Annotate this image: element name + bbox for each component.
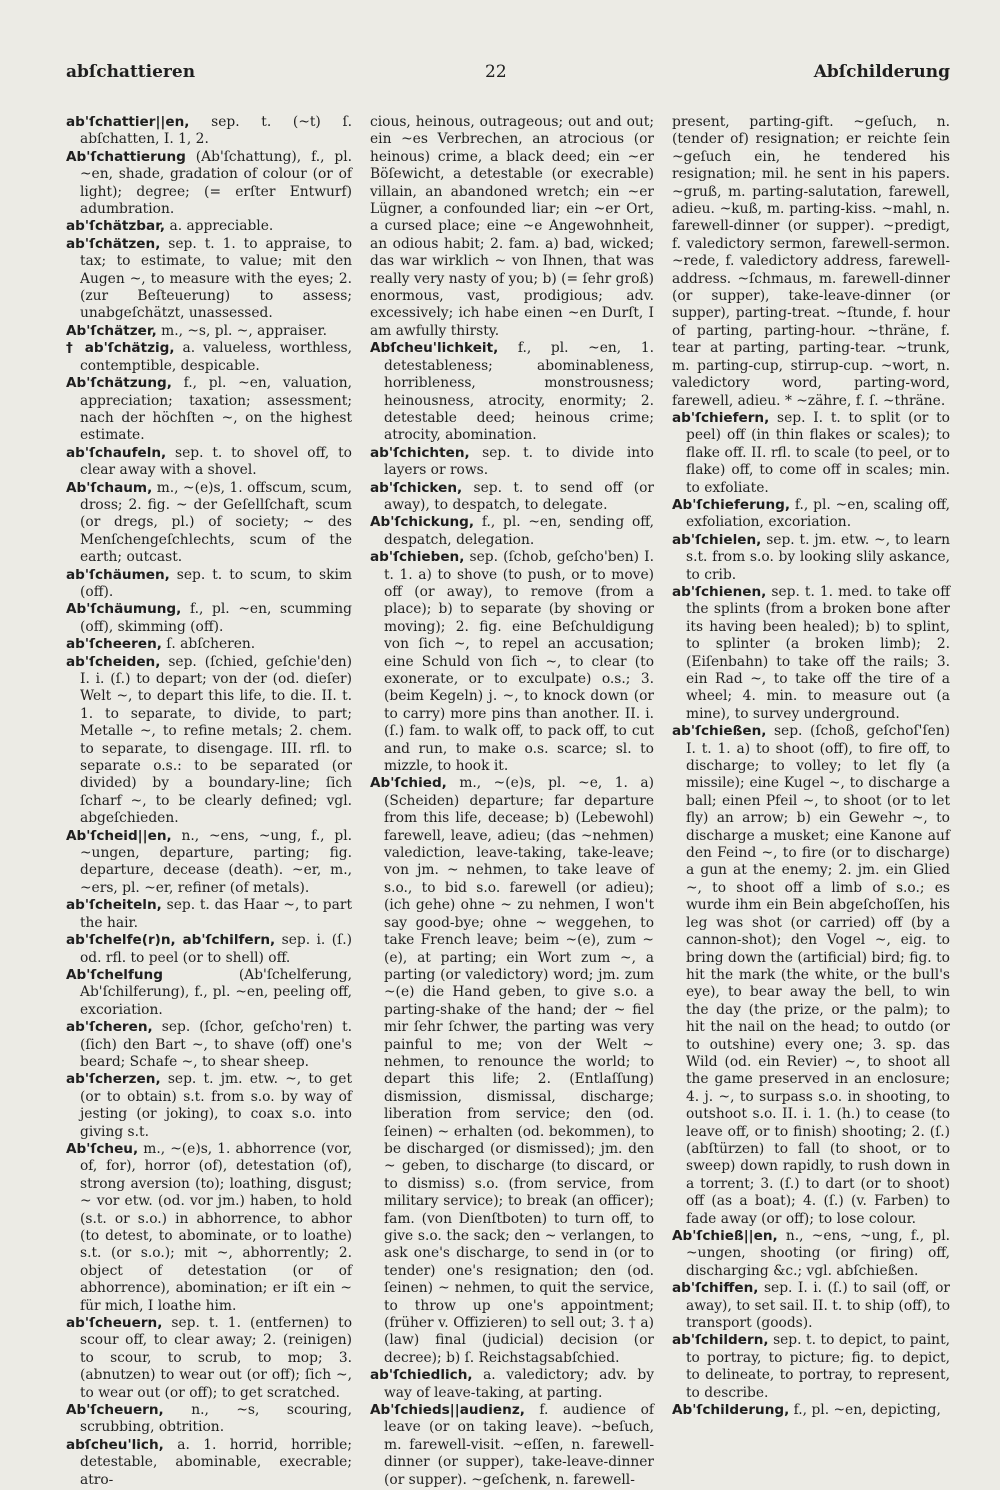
dictionary-entry [66, 340, 352, 375]
dictionary-entry [370, 1367, 654, 1402]
column-middle [370, 114, 654, 1488]
entry-headword: Ab'ſchilderung, [672, 1402, 790, 1419]
entry-definition: cious, heinous, outrageous; out and out; ein ~es Verbrechen, an atrocious (or heinous) crime, a black deed; ein ~er Böſewicht, a detestable (or execrable) villain, an abandoned wretch; ein ~er Lügner, a confounded liar; ein ~er Ort, a cursed place; eine ~e Angewohnheit, an odious habit; 2. fam. a) bad, wicked; das war wirklich ~ von Ihnen, that was really very nasty of you; b) (= ſehr groß) enormous, vast, prodigious; adv. excessively; ich habe einen ~en Durſt, I am awfully thirsty. [370, 114, 654, 339]
dictionary-entry [66, 636, 352, 653]
dictionary-entry [66, 375, 352, 445]
entry-definition: sep. t. to depict, to paint, to portray, to picture; fig. to depict, to delineate, to portray, to represent, to describe. [686, 1332, 950, 1401]
dictionary-entry [672, 1332, 950, 1402]
dictionary-entry [370, 514, 654, 549]
entry-definition: sep. t. 1. med. to take off the splints (from a broken bone after its having been healed); b) to splint, to splinter (a broken limb); 2. (Eiſenbahn) to take off the rails; 3. ein Rad ~, to take off the tire of a wheel; 4. min. to measure out (a mine), to survey underground. [686, 583, 950, 722]
entry-headword: ab'ſchildern, [672, 1332, 769, 1349]
entry-headword: Ab'ſchelfung [66, 966, 163, 983]
dictionary-entry [66, 1437, 352, 1489]
entry-definition: sep. t. to send off (or away), to despatch, to delegate. [384, 479, 654, 513]
entry-definition: f., pl. ~en, valuation, appreciation; taxation; assessment; nach der höchſten ~, on the highest estimate. [80, 375, 352, 444]
entry-definition: a. valueless, worthless, contemptible, despicable. [80, 340, 352, 374]
entry-headword: ab'ſchätzbar, [66, 218, 166, 235]
dictionary-entry [66, 1141, 352, 1315]
entry-definition: f., pl. ~en, depicting, [789, 1402, 941, 1419]
dictionary-entry [370, 480, 654, 515]
entry-definition: sep. I. t. to split (or to peel) off (in thin flakes or scales); to flake off. II. rfl. to scale (to peel, or to flake) off, to come off in scales; min. to exfoliate. [686, 409, 950, 496]
entry-headword: ab'ſcheiteln, [66, 897, 162, 914]
entry-definition: f., pl. ~en, scumming (off), skimming (off). [80, 601, 352, 635]
entry-definition: (Ab'ſchattung), f., pl. ~en, shade, gradation of colour (or of light); degree; (= erſter Entwurf) adumbration. [80, 148, 352, 218]
entry-headword: ab'ſchattier||en, [66, 114, 190, 130]
left-guide-word: abſchattieren [66, 62, 196, 82]
dictionary-entry [66, 218, 352, 235]
entry-headword: Ab'ſchäumung, [66, 601, 182, 618]
entry-headword: Ab'ſchieferung, [672, 496, 791, 513]
entry-headword: ab'ſchiedlich, [370, 1367, 473, 1384]
entry-headword: ab'ſchätzen, [66, 235, 161, 252]
entry-headword: ab'ſchießen, [672, 723, 767, 740]
dictionary-entry [66, 967, 352, 1019]
entry-definition: sep. i. (ſ.) od. rfl. to peel (or to shell) off. [80, 932, 352, 966]
dictionary-entry [672, 584, 950, 723]
dictionary-entry [66, 654, 352, 828]
entry-headword: ab'ſchäumen, [66, 566, 170, 583]
entry-headword: ab'ſchiffen, [672, 1280, 759, 1297]
entry-definition: f., pl. ~en, 1. detestableness; abominableness, horribleness, monstrousness; heinousness, atrocity, enormity; 2. detestable deed; heinous crime; atrocity, abomination. [384, 340, 654, 444]
dictionary-entry [66, 1402, 352, 1437]
entry-headword: Abſcheu'lichkeit, [370, 340, 499, 357]
entry-headword: Ab'ſchickung, [370, 514, 475, 531]
entry-definition: sep. (ſchor, geſcho'ren) t. (ſich) den Bart ~, to shave (off) one's beard; Schafe ~, to shear sheep. [80, 1019, 352, 1070]
entry-definition: sep. t. (~t) ſ. abſchatten, I. 1, 2. [80, 114, 352, 148]
entry-headword: ab'ſcherzen, [66, 1071, 161, 1088]
dictionary-entry [672, 1402, 950, 1419]
entry-headword: Ab'ſchätzer, [66, 322, 157, 339]
entry-headword: ab'ſcheiden, [66, 653, 161, 670]
entry-headword: Ab'ſcheuern, [66, 1402, 164, 1419]
entry-definition: m., ~(e)s, 1. abhorrence (vor, of, for), horror (of), detestation (of), strong aversion (to); loathing, disgust; ~ vor etw. (od. vor jm.) haben, to hold (s.t. or s.o.) in abhorrence, to abhor (to detest, to abominate, or to loathe) s.t. (or s.o.); mit ~, abhorrently; 2. object of detestation (or of abhorrence), abomination; er iſt ein ~ für mich, I loathe him. [80, 1140, 352, 1314]
dictionary-entry [370, 445, 654, 480]
entry-headword: Ab'ſchied, [370, 775, 447, 792]
dictionary-entry [672, 497, 950, 532]
entry-definition: a. 1. horrid, horrible; detestable, abominable, execrable; atro- [80, 1436, 352, 1488]
entry-definition: sep. t. 1. (entfernen) to scour off, to clear away; 2. (reinigen) to scour, to scrub, to mop; 3. (abnutzen) to wear out (or off); ſich ~, to wear out (or off); to get scratched. [80, 1315, 352, 1401]
entry-definition: ſ. abſcheren. [161, 636, 256, 653]
dictionary-entry [672, 410, 950, 497]
entry-definition: a. valedictory; adv. by way of leave-taking, at parting. [384, 1367, 654, 1401]
entry-definition: f. audience of leave (or on taking leave). ~beſuch, m. farewell-visit. ~eſſen, n. farewell-dinner (or supper), take-leave-dinner (or supper). ~geſchenk, n. farewell- [384, 1402, 654, 1488]
entry-definition: f., pl. ~en, scaling off, exfoliation, excoriation. [686, 496, 950, 531]
entry-definition: sep. t. to scum, to skim (off). [80, 566, 352, 600]
dictionary-entry [66, 1019, 352, 1071]
entry-definition: n., ~ens, ~ung, f., pl. ~ungen, shooting (or firing) off, discharging &c.; vgl. abſchießen. [686, 1228, 950, 1279]
dictionary-entry [370, 549, 654, 775]
dictionary-entry [66, 567, 352, 602]
dictionary-entry [66, 1315, 352, 1402]
dictionary-entry [66, 480, 352, 567]
entry-headword: Ab'ſchätzung, [66, 375, 172, 392]
entry-headword: ab'ſchiefern, [672, 409, 770, 426]
entry-definition: a. appreciable. [165, 218, 274, 235]
page-number: 22 [485, 62, 507, 82]
entry-headword: ab'ſcheren, [66, 1019, 153, 1036]
column-left [66, 114, 352, 1488]
dictionary-entry [66, 323, 352, 340]
dictionary-entry [370, 114, 654, 340]
entry-definition: sep. t. to shovel off, to clear away with a shovel. [80, 444, 352, 479]
dictionary-entry [66, 932, 352, 967]
entry-headword: ab'ſchieben, [370, 549, 465, 566]
entry-definition: m., ~(e)s, pl. ~e, 1. a) (Scheiden) departure; far departure from this life, decease; b) (Lebewohl) farewell, leave, adieu; (das ~nehmen) valediction, leave-taking, take-leave; von jm. ~ nehmen, to take leave of s.o., to bid s.o. farewell (or adieu); (ich gehe) ohne ~ zu nehmen, I won't say good-bye; ohne ~ weggehen, to take French leave; beim ~(e), zum ~(e), at parting; ein Wort zum ~, a parting (or valedictory) word; jm. zum ~(e) die Hand geben, to give s.o. a parting-shake of the hand; der ~ fiel mir ſehr ſchwer, the parting was very painful to me; von der Welt ~ nehmen, to renounce the world; to depart this life; 2. (Entlaſſung) dismission, dismissal, discharge; liberation from service; den (od. ſeinen) ~ erhalten (od. bekommen), to be discharged (or dismissed); jm. den ~ geben, to discharge (to discard, or to dismiss) s.o. (from service, from military service); to break (an officer); fam. (von Dienſtboten) to turn off, to give s.o. the sack; den ~ verlangen, to ask one's discharge, to send in (or to tender) one's resignation; den (od. ſeinen) ~ nehmen, to quit the service, to throw up one's appointment; (früher v. Offizieren) to sell out; 3. † a) (law) final (judicial) decision (or decree); b) ſ. Reichstagsabſchied. [384, 775, 654, 1366]
entry-definition: sep. (ſchoß, geſchoſ'ſen) I. t. 1. a) to shoot (off), to fire off, to discharge; to volley; to let fly (a missile); eine Kugel ~, to discharge a ball; einen Pfeil ~, to shoot (or to let fly) an arrow; b) ein Gewehr ~, to discharge a musket; eine Kanone auf den Feind ~, to fire (or to discharge) a gun at the enemy; 2. jm. ein Glied ~, to shoot off a limb of s.o.; es wurde ihm ein Bein abgeſchoſſen, his leg was shot (or carried) off (by a cannon-shot); den Vogel ~, eig. to bring down the (artificial) bird; fig. to hit the mark (the white, or the bull's eye), to bear away the bell, to win the day (the prize, or the palm); to hit the nail on the head; to outdo (or to outshine) every one; 3. sp. das Wild (od. ein Revier) ~, to shoot all the game preserved in an enclosure; 4. j. ~, to surpass s.o. in shooting, to outshoot s.o. II. i. 1. (h.) to cease (to leave off, or to finish) shooting; 2. (ſ.) (abſtürzen) to fall (to shoot, or to sweep) down rapidly, to rush down in a torrent; 3. (ſ.) to dart (or to shoot) off (as a boat); 4. (ſ.) (v. Farben) to fade away (or off); to lose colour. [686, 723, 950, 1227]
entry-definition: m., ~s, pl. ~, appraiser. [156, 322, 327, 339]
entry-definition: (Ab'ſchelferung, Ab'ſchilferung), f., pl. ~en, peeling off, excoriation. [80, 966, 352, 1018]
entry-definition: sep. (ſchied, geſchie'den) I. i. (ſ.) to depart; von der (od. dieſer) Welt ~, to depart this life, to die. II. t. 1. to separate, to divide, to part; Metalle ~, to refine metals; 2. chem. to separate, to disengage. III. rfl. to separate o.s.: to be separated (or divided) by a boundary-line; ſich ſcharf ~, to be clearly defined; vgl. abgeſchieden. [80, 653, 352, 827]
entry-headword: Ab'ſchieß||en, [672, 1228, 778, 1244]
entry-headword: ab'ſchienen, [672, 583, 767, 600]
entry-headword: ab'ſchaufeln, [66, 444, 167, 461]
dictionary-entry [66, 445, 352, 480]
entry-headword: ab'ſchicken, [370, 479, 463, 496]
dictionary-entry [370, 775, 654, 1367]
entry-headword: ab'ſchelfe(r)n, ab'ſchilfern, [66, 932, 276, 949]
dictionary-entry [672, 723, 950, 1228]
entry-definition: sep. I. i. (ſ.) to sail (off, or away), to set sail. II. t. to ship (off), to transport (goods). [686, 1280, 950, 1332]
entry-definition: f., pl. ~en, sending off, despatch, delegation. [384, 514, 654, 548]
dictionary-entry [370, 340, 654, 444]
dictionary-entry [672, 1228, 950, 1280]
dictionary-entry [66, 149, 352, 219]
dictionary-entry [66, 601, 352, 636]
entry-definition: present, parting-gift. ~geſuch, n. (tender of) resignation; er reichte ſein ~geſuch ein, he tendered his resignation; mil. he sent in his papers. ~gruß, m. parting-salutation, farewell, adieu. ~kuß, m. parting-kiss. ~mahl, n. farewell-dinner (or supper). ~predigt, f. valedictory sermon, farewell-sermon. ~rede, f. valedictory address, farewell-address. ~ſchmaus, m. farewell-dinner (or supper), take-leave-dinner (or supper), parting-treat. ~ſtunde, f. hour of parting, parting-hour. ~thräne, f. tear at parting, parting-tear. ~trunk, m. parting-cup, stirrup-cup. ~wort, n. valedictory word, parting-word, farewell, adieu. * ~zähre, f. ſ. ~thräne. [672, 114, 950, 409]
entry-headword: ab'ſcheeren, [66, 636, 162, 653]
dictionary-entry [672, 532, 950, 584]
entry-definition: sep. t. 1. to appraise, to tax; to estimate, to value; mit den Augen ~, to measure with the eyes; 2. (zur Beſteuerung) to assess; unabgeſchätzt, unassessed. [80, 235, 352, 322]
entry-definition: sep. t. jm. etw. ~, to get (or to obtain) s.t. from s.o. by way of jesting (or joking), to coax s.o. into giving s.t. [80, 1071, 352, 1140]
entry-headword: Ab'ſchieds||audienz, [370, 1402, 525, 1419]
entry-definition: sep. t. das Haar ~, to part the hair. [80, 897, 352, 931]
entry-definition: n., ~s, scouring, scrubbing, obtrition. [80, 1402, 352, 1436]
entry-definition: sep. t. jm. etw. ~, to learn s.t. from s.o. by looking slily askance, to crib. [686, 531, 950, 583]
entry-definition: sep. (ſchob, geſcho'ben) I. t. 1. a) to shove (to push, or to move) off (or away), to remove (from a place); b) to separate (by shoving or moving); 2. fig. eine Beſchuldigung von ſich ~, to repel an accusation; eine Schuld von ſich ~, to clear (to exonerate, or to exculpate) o.s.; 3. (beim Kegeln) j. ~, to knock down (or to carry) more pins than another. II. i. (ſ.) fam. to walk off, to pack off, to cut and run, to make o.s. scarce; sl. to mizzle, to hook it. [384, 549, 654, 775]
dictionary-entry [672, 114, 950, 410]
entry-headword: Ab'ſcheu, [66, 1140, 139, 1157]
entry-definition: sep. t. to divide into layers or rows. [384, 444, 654, 479]
dictionary-entry [672, 1280, 950, 1332]
column-right [672, 114, 950, 1419]
entry-headword: Ab'ſchattierung [66, 148, 186, 165]
dictionary-entry [66, 114, 352, 149]
entry-definition: m., ~(e)s, 1. offscum, scum, dross; 2. fig. ~ der Geſellſchaft, scum (or dregs, pl.) of society; ~ des Menſchengeſchlechts, scum of the earth; outcast. [80, 479, 352, 566]
dictionary-entry [66, 236, 352, 323]
entry-headword: ab'ſchielen, [672, 531, 762, 548]
entry-headword: ab'ſcheuern, [66, 1315, 163, 1332]
dictionary-entry [370, 1402, 654, 1489]
page-header [0, 0, 1000, 110]
entry-headword: ab'ſchichten, [370, 444, 470, 461]
entry-definition: n., ~ens, ~ung, f., pl. ~ungen, departure, parting; fig. departure, decease (death). ~er, m., ~ers, pl. ~er, refiner (of metals). [80, 827, 352, 896]
dictionary-entry [66, 897, 352, 932]
entry-headword: Ab'ſchaum, [66, 479, 153, 496]
entry-headword: Ab'ſcheid||en, [66, 827, 172, 844]
entry-headword: † ab'ſchätzig, [66, 340, 175, 357]
right-guide-word: Abſchilderung [813, 62, 950, 82]
entry-headword: abſcheu'lich, [66, 1436, 164, 1453]
dictionary-entry [66, 1071, 352, 1141]
dictionary-entry [66, 828, 352, 898]
